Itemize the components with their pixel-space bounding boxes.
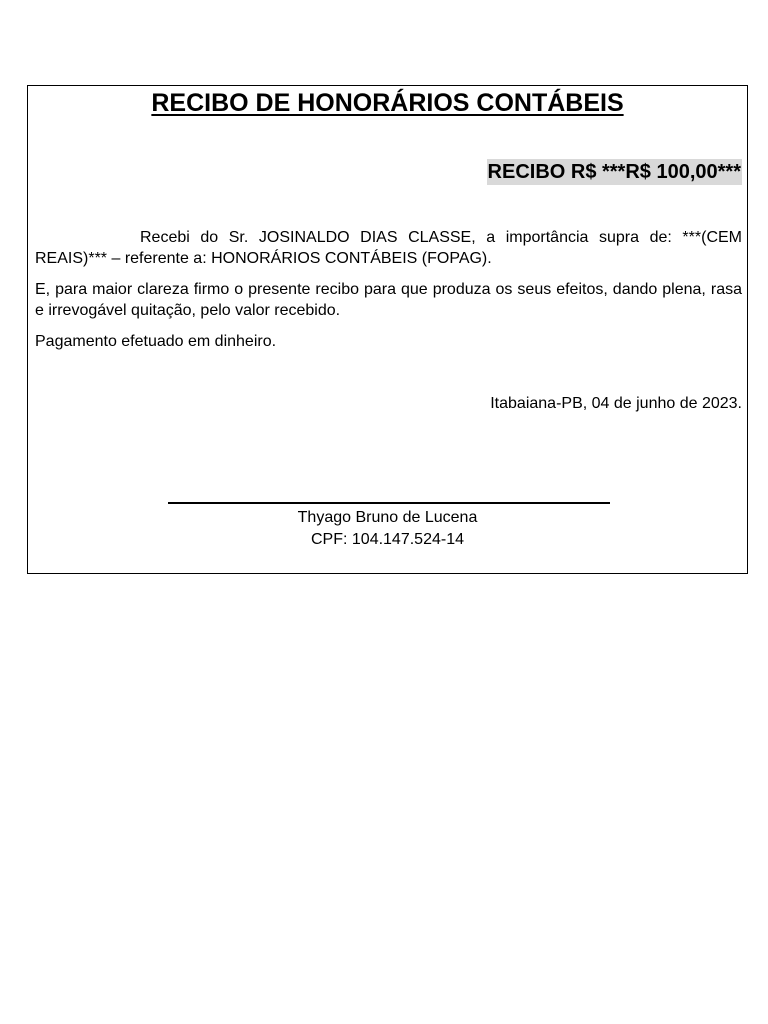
signature-line xyxy=(168,502,610,504)
receipt-box xyxy=(27,85,748,574)
signer-cpf: CPF: 104.147.524-14 xyxy=(311,531,464,548)
receipt-amount: RECIBO R$ ***R$ 100,00*** xyxy=(487,161,741,183)
place-date: Itabaiana-PB, 04 de junho de 2023. xyxy=(490,395,742,412)
receipt-paragraph-clarity: E, para maior clareza firmo o presente recibo para que produza os seus efeitos, dando plena, rasa e irrevogável quitação, pelo valor recebido. xyxy=(35,281,742,319)
receipt-paragraph-payment: Pagamento efetuado em dinheiro. xyxy=(35,333,277,350)
receipt-paragraph-received: Recebi do Sr. JOSINALDO DIAS CLASSE, a importância supra de: ***(CEM REAIS)*** – referente a: HONORÁRIOS CONTÁBEIS (FOPAG). xyxy=(35,229,742,267)
signer-name: Thyago Bruno de Lucena xyxy=(297,509,478,526)
receipt-title: RECIBO DE HONORÁRIOS CONTÁBEIS xyxy=(151,89,624,117)
